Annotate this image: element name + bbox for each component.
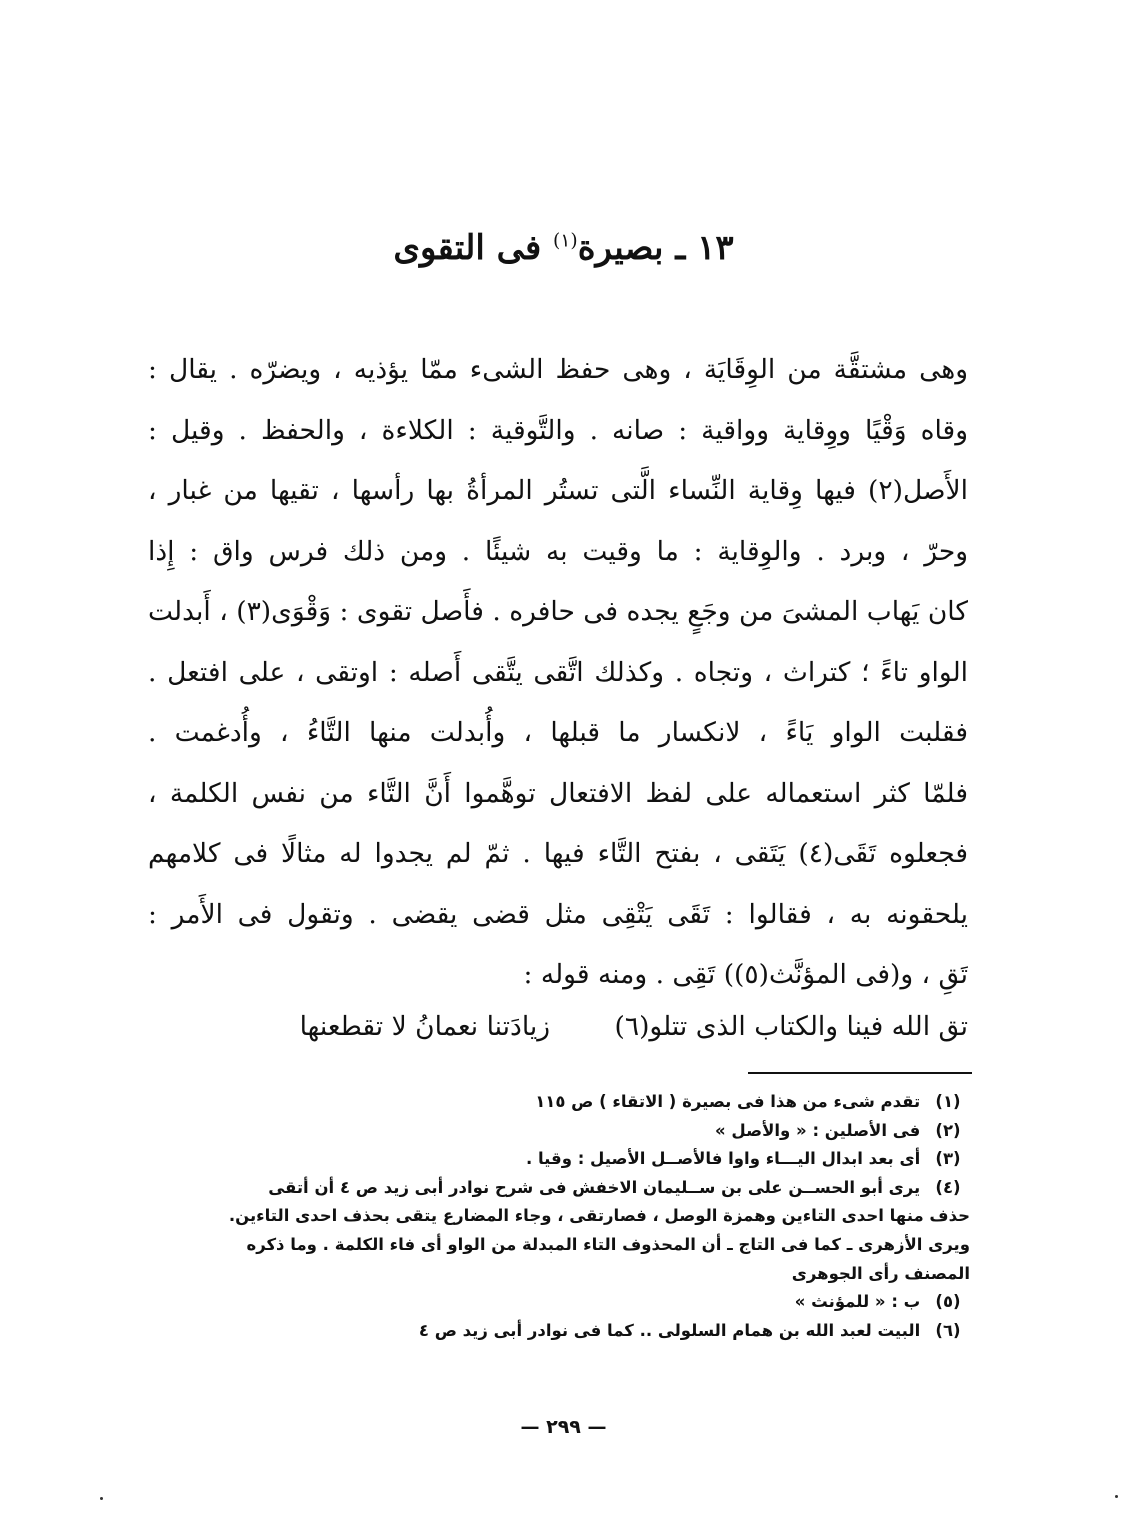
body-line: فقلبت الواو يَاءً ، لانكسار ما قبلها ، وأُبدلت منها التَّاءُ ، وأُدغمت .	[148, 717, 968, 748]
poetry-verse	[148, 1002, 968, 1052]
title-subject: فى التقوى	[393, 228, 542, 268]
body-line: وقاه وَقْيًا ووِقاية وواقية : صانه . والتَّوقية : الكلاءة ، والحفظ . وقيل :	[148, 414, 968, 446]
footnote-number: (٥)	[935, 1292, 961, 1312]
body-line: تَقِ ، و(فى المؤنَّث(٥)) تَقِى . ومنه قوله :	[523, 959, 968, 990]
footnote-number: (٦)	[935, 1320, 961, 1340]
footnote-text: يرى أبو الحســن على بن ســليمان الاخفش فى شرح نوادر أبى زيد ص ٤ أن أتقى	[268, 1177, 921, 1197]
title-word: بصيرة	[577, 228, 664, 268]
footnote-text: أى بعد ابدال اليـــاء واوا فالأصــل الأصيل : وقيا .	[525, 1149, 921, 1169]
footnote-divider	[748, 1072, 972, 1074]
body-line: فجعلوه تَقَى(٤) يَتَقى ، بفتح التَّاء فيها . ثمّ لم يجدوا له مثالًا فى كلامهم	[148, 838, 968, 869]
footnote-item	[148, 1288, 970, 1317]
footnote-text: حذف منها احدى التاءين وهمزة الوصل ، فصارتقى ، وجاء المضارع يتقى بحذف احدى التاءين.	[228, 1206, 970, 1226]
footnote-item	[148, 1317, 970, 1346]
body-line: الواو تاءً ؛ كتراث ، وتجاه . وكذلك اتَّقى يتَّقى أَصله : اوتقى ، على افتعل .	[148, 656, 968, 688]
footnote-text: فى الأصلين : « والأصل »	[715, 1120, 921, 1140]
verse-second-hemistich: تق الله فينا والكتاب الذى تتلو(٦)	[614, 1011, 968, 1042]
footnote-item	[148, 1174, 970, 1203]
footnote-text: البيت لعبد الله بن همام السلولى .. كما فى نوادر أبى زيد ص ٤	[418, 1320, 921, 1340]
footnote-item	[148, 1145, 970, 1174]
body-line: فلمّا كثر استعماله على لفظ الافتعال توهَّموا أَنَّ التَّاء من نفس الكلمة ،	[148, 777, 968, 809]
footnote-number: (١)	[935, 1092, 961, 1111]
footnote-number: (٤)	[935, 1177, 961, 1197]
verse-first-hemistich: زيادَتنا نعمانُ لا تقطعنها	[299, 1011, 551, 1042]
body-text	[148, 340, 968, 1006]
title-dash: ـ	[675, 228, 686, 268]
footnote-continuation	[148, 1260, 970, 1289]
title-note-ref: (١)	[553, 230, 578, 252]
body-line: الأَصل(٢) فيها وِقاية النِّساء الَّتى تستُر المرأةُ بها رأسها ، تقيها من غبار ،	[148, 475, 968, 506]
footnote-text: ويرى الأزهرى ـ كما فى التاج ـ أن المحذوف التاء المبدلة من الواو أى فاء الكلمة . وما ذكره	[246, 1234, 970, 1254]
chapter-number: ١٣	[697, 228, 734, 268]
page-number: — ٢٩٩ —	[520, 1416, 607, 1438]
footnote-number: (٢)	[935, 1120, 961, 1140]
footnote-item	[148, 1117, 970, 1146]
footnote-text: ب : « للمؤنث »	[794, 1292, 921, 1312]
body-line: كان يَهاب المشىَ من وجَعٍ يجده فى حافره . فأَصل تقوى : وَقْوَى(٣) ، أَبدلت	[148, 596, 968, 627]
footnote-continuation	[148, 1202, 970, 1231]
footnote-number: (٣)	[935, 1149, 961, 1169]
body-line: يلحقونه به ، فقالوا : تَقَى يَتْقِى مثل قضى يقضى . وتقول فى الأَمر :	[148, 898, 968, 930]
footnotes	[148, 1088, 970, 1345]
chapter-title	[0, 228, 1127, 268]
scan-speck	[100, 1497, 103, 1500]
footnote-text: المصنف رأى الجوهرى	[791, 1263, 970, 1283]
scan-speck	[1115, 1495, 1118, 1498]
footnote-text: تقدم شىء من هذا فى بصيرة ( الاتقاء ) ص ١١٥	[535, 1092, 921, 1111]
body-line: وحرّ ، وبرد . والوِقاية : ما وقيت به شيئًا . ومن ذلك فرس واق : إِذا	[148, 535, 968, 567]
footnote-continuation	[148, 1231, 970, 1260]
footnote-item	[148, 1088, 970, 1117]
body-line: وهى مشتقَّة من الوِقَايَة ، وهى حفظ الشىء ممّا يؤذيه ، ويضرّه . يقال :	[148, 354, 968, 385]
